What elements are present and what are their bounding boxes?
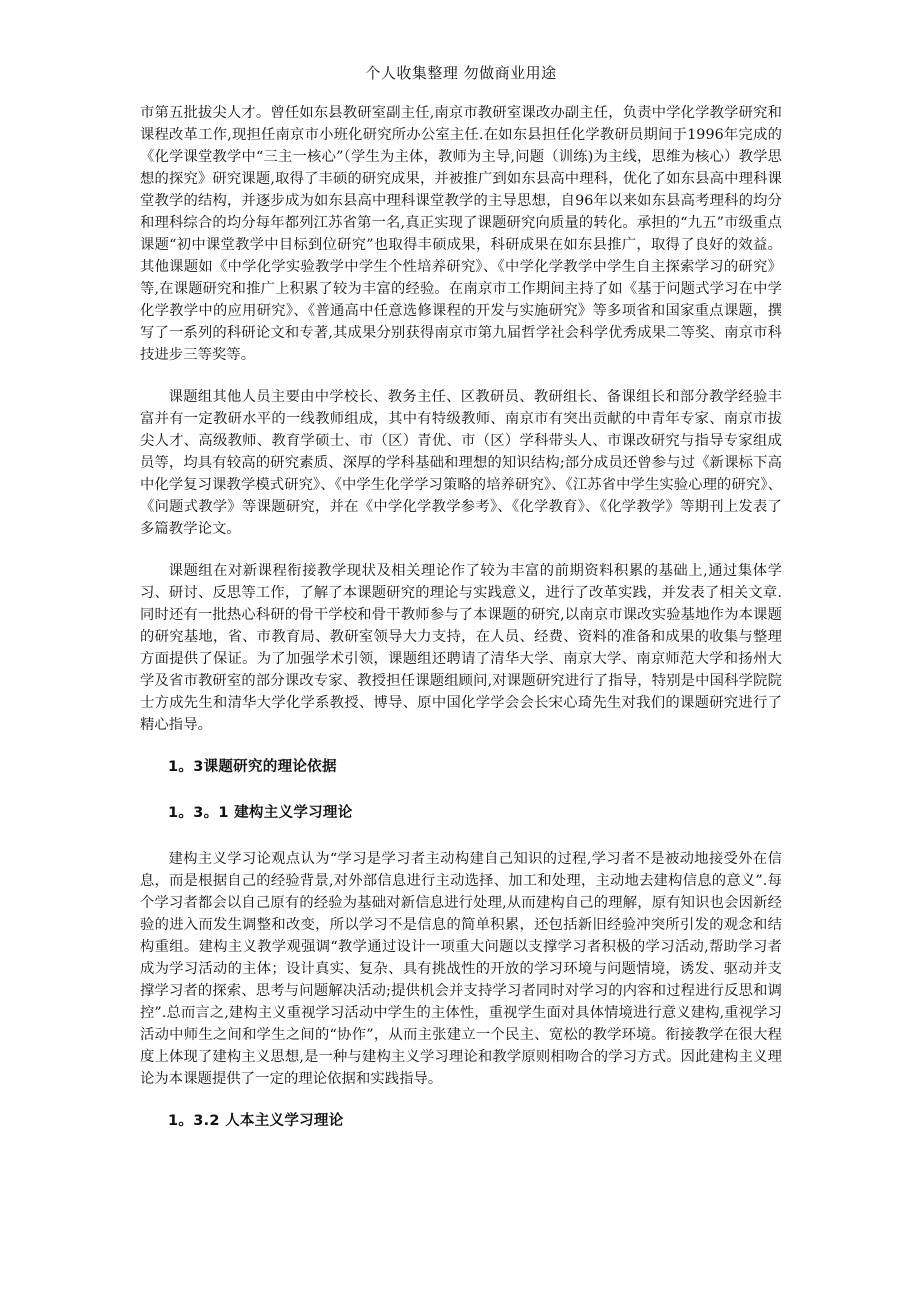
paragraph-team-members: 课题组其他人员主要由中学校长、教务主任、区教研员、教研组长、备课组长和部分教学经验丰富并有一定教研水平的一线教师组成，其中有特级教师、南京市有突出贡献的中青年专家、南京市拔尖人才、高级教师、教育学硕士、市（区）青优、市（区）学科带头人、市课改研究与指导专家组成员等，均具有较高的研究素质、深厚的学科基础和理想的知识结构;部分成员还曾参与过《新课标下高中化学复习课教学模式研究》、《中学生化学学习策略的培养研究》、《江苏省中学生实验心理的研究》、《问题式教学》等课题研究，并在《中学化学教学参考》、《化学教育》、《化学教学》等期刊上发表了多篇教学论文。 [140,389,782,537]
paragraph-continuation: 市第五批拔尖人才。曾任如东县教研室副主任,南京市教研室课改办副主任，负责中学化学教学研究和课程改革工作,现担任南京市小班化研究所办公室主任.在如东县担任化学教研员期间于1996年完成的《化学课堂教学中“三主一核心”（学生为主体，教师为主导,问题（训练)为主线，思维为核心）教学思想的探究》研究课题,取得了丰硕的研究成果，并被推广到如东县高中理科，优化了如东县高中理科课堂教学的结构，并逐步成为如东县高中理科课堂教学的主导思想，自96年以来如东县高考理科的均分和理科综合的均分每年都列江苏省第一名,真正实现了课题研究向质量的转化。承担的“九五”市级重点课题“初中课堂教学中目标到位研究”也取得丰硕成果，科研成果在如东县推广，取得了良好的效益。其他课题如《中学化学实验教学中学生个性培养研究》、《中学化学教学中学生自主探索学习的研究》等,在课题研究和推广上积累了较为丰富的经验。在南京市工作期间主持了如《基于问题式学习在中学化学教学中的应用研究》、《普通高中任意选修课程的开发与实施研究》等多项省和国家重点课题，撰写了一系列的科研论文和专著,其成果分别获得南京市第九届哲学社会科学优秀成果二等奖、南京市科技进步三等奖等。 [140,105,782,363]
section-heading-theory-basis: 1。3课题研究的理论依据 [168,759,337,775]
subsection-heading-humanism: 1。3.2 人本主义学习理论 [168,1113,344,1129]
subsection-heading-constructivism: 1。3。1 建构主义学习理论 [168,805,353,821]
page-header: 个人收集整理 勿做商业用途 [365,64,557,82]
document-page [140,62,782,1156]
paragraph-research-basis: 课题组在对新课程衔接教学现状及相关理论作了较为丰富的前期资料积累的基础上,通过集体学习、研讨、反思等工作，了解了本课题研究的理论与实践意义，进行了改革实践，并发表了相关文章.同时还有一批热心科研的骨干学校和骨干教师参与了本课题的研究,以南京市课改实验基地作为本课题的研究基地，省、市教育局、教研室领导大力支持，在人员、经费、资料的准备和成果的收集与整理方面提供了保证。为了加强学术引领，课题组还聘请了清华大学、南京大学、南京师范大学和扬州大学及省市教研室的部分课改专家、教授担任课题组顾问,对课题研究进行了指导，特别是中国科学院院士方成先生和清华大学化学系教授、博导、原中国化学学会会长宋心琦先生对我们的课题研究进行了精心指导。 [140,563,782,733]
paragraph-constructivism: 建构主义学习论观点认为“学习是学习者主动构建自己知识的过程,学习者不是被动地接受外在信息，而是根据自己的经验背景,对外部信息进行主动选择、加工和处理，主动地去建构信息的意义”.每个学习者都会以自己原有的经验为基础对新信息进行处理,从而建构自己的理解，原有知识也会因新经验的进入而发生调整和改变，所以学习不是信息的简单积累，还包括新旧经验冲突所引发的观念和结构重组。建构主义教学观强调“教学通过设计一项重大问题以支撑学习者积极的学习活动,帮助学习者成为学习活动的主体；设计真实、复杂、具有挑战性的开放的学习环境与问题情境，诱发、驱动并支撑学习者的探索、思考与问题解决活动;提供机会并支持学习者同时对学习的内容和过程进行反思和调控”.总而言之,建构主义重视学习活动中学生的主体性，重视学生面对具体情境进行意义建构,重视学习活动中师生之间和学生之间的“协作”，从而主张建立一个民主、宽松的教学环境。衔接教学在很大程度上体现了建构主义思想,是一种与建构主义学习理论和教学原则相吻合的学习方式。因此建构主义理论为本课题提供了一定的理论依据和实践指导。 [140,851,782,1087]
